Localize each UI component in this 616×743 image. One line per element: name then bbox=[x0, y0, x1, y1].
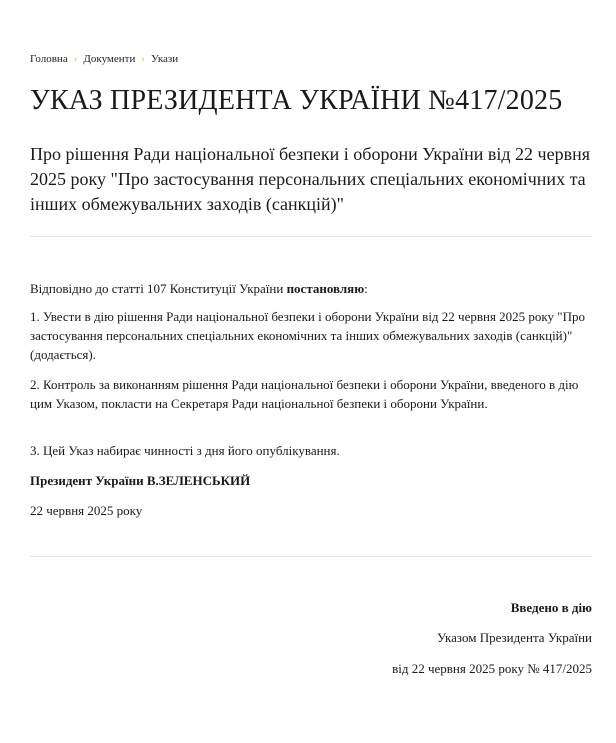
breadcrumb-decrees-link[interactable]: Укази bbox=[151, 53, 179, 65]
intro-bold-text: постановляю bbox=[286, 281, 365, 296]
divider-bottom bbox=[30, 556, 592, 557]
chevron-right-icon: › bbox=[141, 53, 146, 65]
paragraph-1: 1. Увести в дію рішення Ради національної безпеки і оборони України від 22 червня 2025 року "Про застосування персональних спеціальних економічних та інших обмежувальних заходів (санкцій)" (додається). bbox=[30, 309, 586, 362]
breadcrumb bbox=[30, 52, 178, 66]
paragraph-3: 3. Цей Указ набирає чинності з дня його опублікування. bbox=[30, 443, 340, 458]
enacted-by: Указом Президента України bbox=[436, 630, 592, 645]
sign-date: 22 червня 2025 року bbox=[30, 503, 143, 518]
breadcrumb-home-link[interactable]: Головна bbox=[30, 53, 68, 65]
breadcrumb-documents-link[interactable]: Документи bbox=[83, 53, 136, 65]
intro-paragraph bbox=[30, 279, 592, 298]
signer-name: Президент України В.ЗЕЛЕНСЬКИЙ bbox=[30, 473, 251, 488]
page-title: УКАЗ ПРЕЗИДЕНТА УКРАЇНИ №417/2025 bbox=[30, 85, 563, 116]
enacted-details: від 22 червня 2025 року № 417/2025 bbox=[392, 661, 592, 676]
chevron-right-icon: › bbox=[73, 53, 78, 65]
intro-text: Відповідно до статті 107 Конституції України bbox=[30, 281, 287, 296]
document-subtitle: Про рішення Ради національної безпеки і оборони України від 22 червня 2025 року "Про застосування персональних спеціальних економічних та інших обмежувальних заходів (санкцій)" bbox=[30, 144, 590, 214]
enacted-heading: Введено в дію bbox=[510, 600, 592, 615]
paragraph-2: 2. Контроль за виконанням рішення Ради національної безпеки і оборони України, введеного в дію цим Указом, покласти на Секретаря Ради національної безпеки і оборони України. bbox=[30, 377, 579, 411]
intro-end: : bbox=[364, 281, 368, 296]
divider-top bbox=[30, 236, 592, 237]
